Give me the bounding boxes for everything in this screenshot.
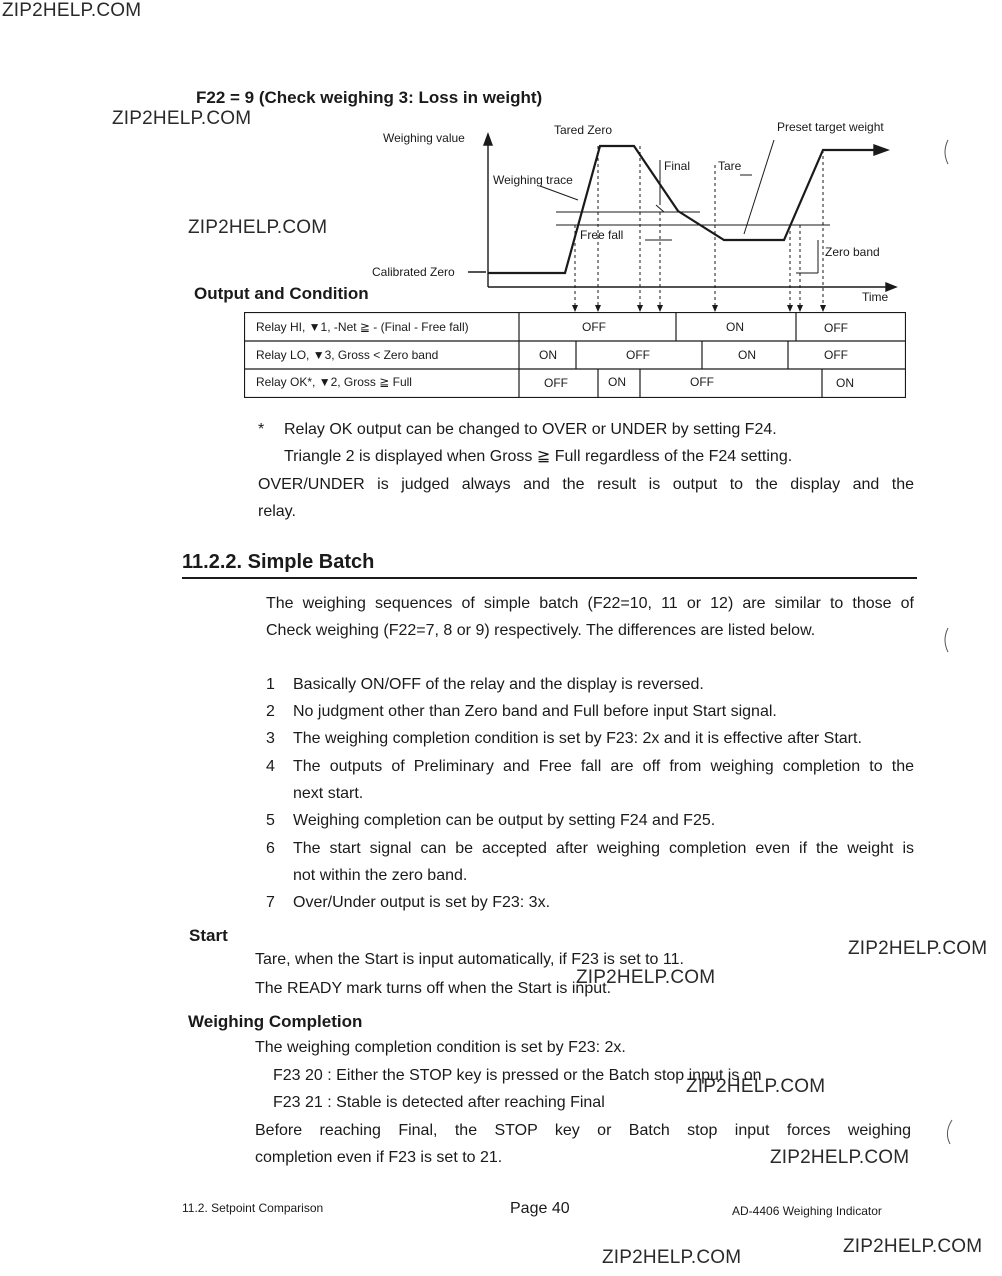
scan-marks	[940, 0, 970, 1276]
list-item: No judgment other than Zero band and Full before input Start signal.	[293, 703, 777, 720]
watermark: ZIP2HELP.COM	[2, 0, 142, 21]
list-item-continued: next start.	[293, 785, 364, 802]
wc-line: completion even if F23 is set to 21.	[255, 1149, 503, 1166]
weighing-diagram	[0, 0, 1002, 320]
relay-ok-label: Relay OK*, ▼2, Gross ≧ Full	[256, 375, 412, 389]
watermark: ZIP2HELP.COM	[843, 1236, 983, 1257]
relay-lo-label: Relay LO, ▼3, Gross < Zero band	[256, 348, 439, 362]
list-number: 3	[266, 730, 275, 747]
weighing-completion-heading: Weighing Completion	[188, 1012, 363, 1031]
relay-ok-cell: OFF	[690, 375, 714, 389]
wc-line: F23 21 : Stable is detected after reaching Final	[273, 1094, 605, 1111]
relay-hi-cell: OFF	[824, 321, 848, 335]
list-item: The outputs of Preliminary and Free fall are off from weighing completion to the	[293, 758, 914, 775]
list-number: 4	[266, 758, 275, 775]
section-title: 11.2.2. Simple Batch	[182, 551, 375, 573]
note-star: *	[258, 421, 265, 438]
start-line: The READY mark turns off when the Start is input.	[255, 980, 612, 997]
note-line: Triangle 2 is displayed when Gross ≧ Full regardless of the F24 setting.	[284, 448, 793, 465]
watermark: ZIP2HELP.COM	[848, 938, 988, 959]
start-line: Tare, when the Start is input automatically, if F23 is set to 11.	[255, 951, 684, 968]
section-rule	[182, 577, 917, 579]
footer-product: AD-4406 Weighing Indicator	[732, 1204, 882, 1218]
free-fall-label: Free fall	[580, 228, 624, 242]
list-item: The start signal can be accepted after weighing completion even if the weight is	[293, 840, 914, 857]
relay-hi-cell: OFF	[582, 320, 606, 334]
weighing-trace-label: Weighing trace	[493, 173, 573, 187]
list-item: Weighing completion can be output by setting F24 and F25.	[293, 812, 716, 829]
watermark: ZIP2HELP.COM	[112, 108, 252, 129]
relay-table	[244, 312, 906, 398]
list-number: 2	[266, 703, 275, 720]
watermark: ZIP2HELP.COM	[576, 967, 716, 988]
page-number: Page 40	[510, 1200, 570, 1217]
list-number: 5	[266, 812, 275, 829]
watermark: ZIP2HELP.COM	[602, 1247, 742, 1268]
list-item: Basically ON/OFF of the relay and the display is reversed.	[293, 676, 704, 693]
final-label: Final	[664, 159, 691, 173]
watermark: ZIP2HELP.COM	[770, 1147, 910, 1168]
relay-lo-cell: ON	[539, 348, 557, 362]
wc-line: The weighing completion condition is set by F23: 2x.	[255, 1039, 626, 1056]
time-label: Time	[862, 290, 889, 304]
relay-ok-cell: OFF	[544, 376, 568, 390]
watermark: ZIP2HELP.COM	[188, 217, 328, 238]
list-item-continued: not within the zero band.	[293, 867, 468, 884]
tared-zero-label: Tared Zero	[554, 123, 613, 137]
relay-hi-cell: ON	[726, 320, 744, 334]
relay-lo-cell: OFF	[824, 348, 848, 362]
relay-lo-cell: ON	[738, 348, 756, 362]
start-heading: Start	[189, 926, 228, 945]
intro-line: The weighing sequences of simple batch (F22=10, 11 or 12) are similar to those of	[266, 595, 914, 612]
watermark: ZIP2HELP.COM	[686, 1076, 826, 1097]
list-item: The weighing completion condition is set by F23: 2x and it is effective after Start.	[293, 730, 862, 747]
tare-label: Tare	[718, 159, 742, 173]
list-number: 6	[266, 840, 275, 857]
list-number: 7	[266, 894, 275, 911]
note-line: OVER/UNDER is judged always and the result is output to the display and the	[258, 476, 914, 493]
zero-band-label: Zero band	[825, 245, 880, 259]
wc-line: F23 20 : Either the STOP key is pressed or the Batch stop input is on	[273, 1067, 762, 1084]
preset-target-weight-label: Preset target weight	[777, 120, 884, 134]
relay-lo-cell: OFF	[626, 348, 650, 362]
calibrated-zero-label: Calibrated Zero	[372, 265, 455, 279]
f22-heading: F22 = 9 (Check weighing 3: Loss in weight)	[196, 88, 543, 107]
relay-ok-cell: ON	[608, 375, 626, 389]
output-condition-heading: Output and Condition	[194, 284, 369, 303]
wc-line: Before reaching Final, the STOP key or Batch stop input forces weighing	[255, 1122, 911, 1139]
weighing-value-label: Weighing value	[383, 131, 465, 145]
relay-hi-label: Relay HI, ▼1, -Net ≧ - (Final - Free fall)	[256, 320, 469, 334]
note-line: Relay OK output can be changed to OVER or UNDER by setting F24.	[284, 421, 777, 438]
note-line: relay.	[258, 503, 296, 520]
list-number: 1	[266, 676, 275, 693]
list-item: Over/Under output is set by F23: 3x.	[293, 894, 551, 911]
intro-line: Check weighing (F22=7, 8 or 9) respectively. The differences are listed below.	[266, 622, 816, 639]
footer-section: 11.2. Setpoint Comparison	[182, 1201, 324, 1215]
relay-ok-cell: ON	[836, 376, 854, 390]
